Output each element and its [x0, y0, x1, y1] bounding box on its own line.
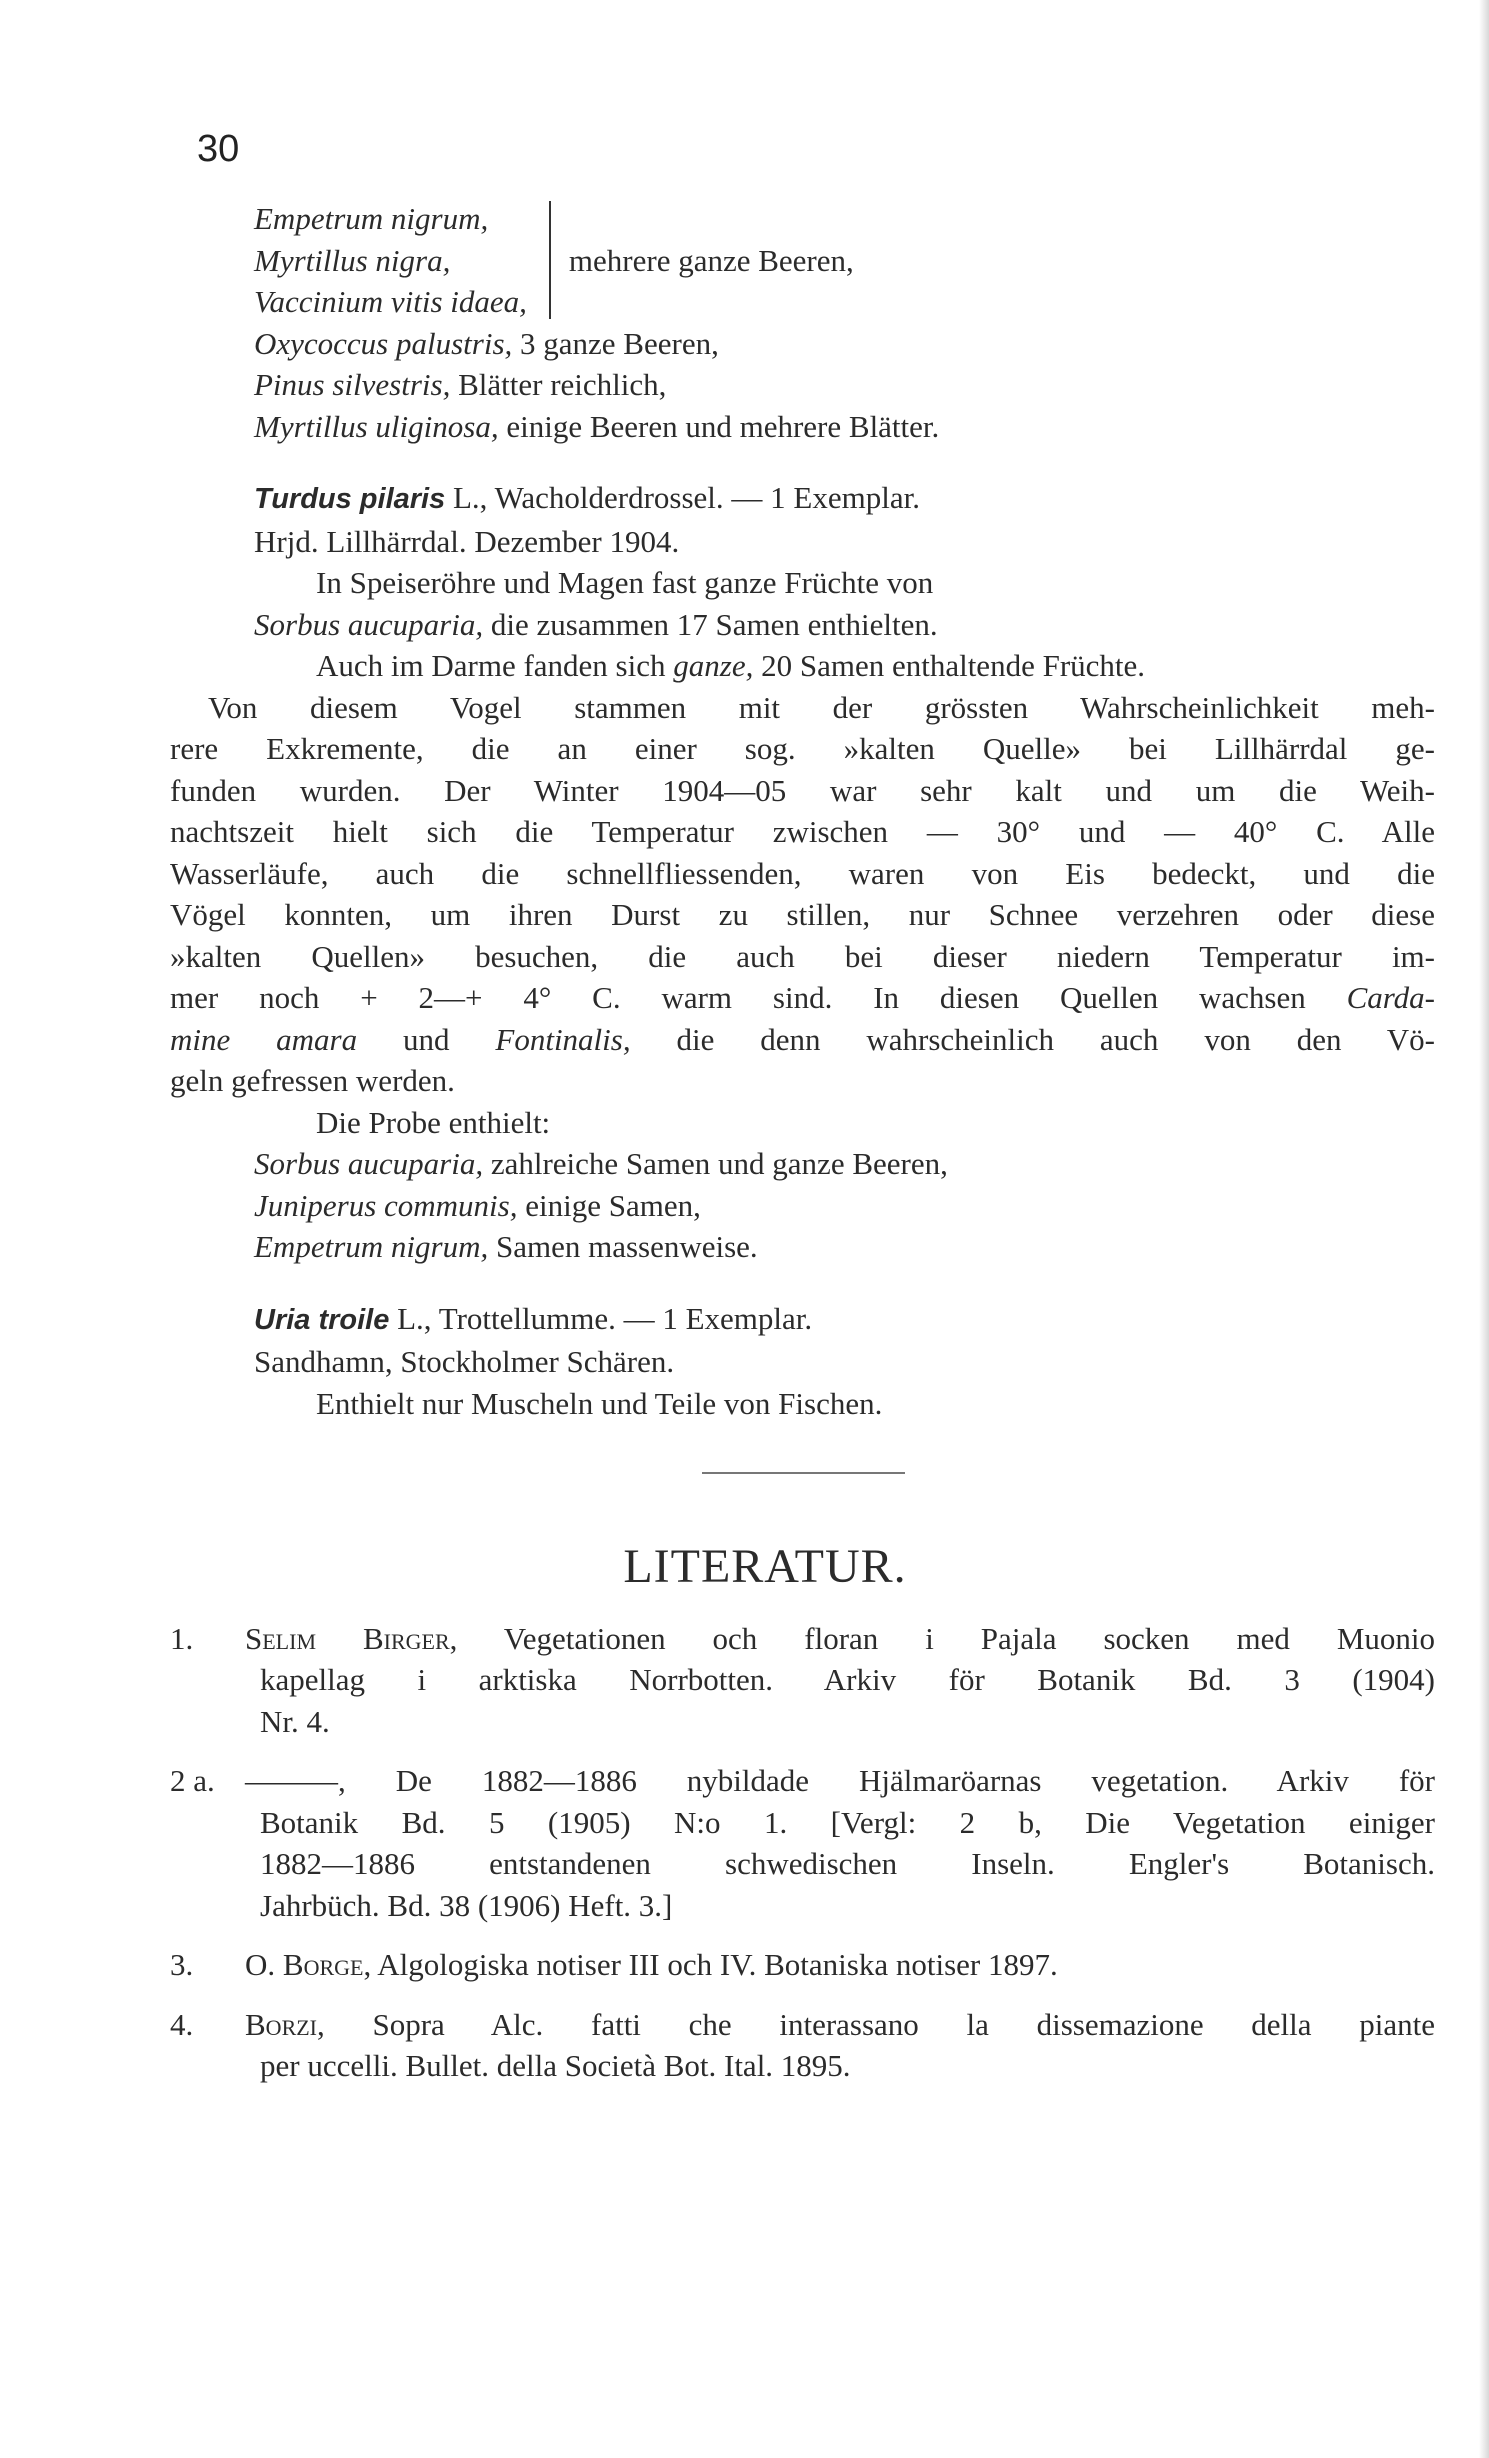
page-content: [170, 198, 1435, 2105]
bird-heading-turdus: [254, 477, 1435, 521]
species-note: Blätter reichlich,: [450, 367, 667, 402]
reference-text: Algologiska notiser III och IV. Botaniska notiser 1897.: [371, 1947, 1058, 1982]
paragraph-line: geln gefressen werden.: [170, 1063, 455, 1098]
species-line: [254, 1143, 1435, 1185]
bird-heading-rest: L., Wacholderdrossel. — 1 Exemplar.: [445, 480, 920, 515]
paragraph-line: In Speiseröhre und Magen fast ganze Früchte von: [316, 565, 934, 600]
bird-location: Sandhamn, Stockholmer Schären.: [254, 1344, 675, 1379]
species-name: Sorbus aucuparia,: [254, 606, 484, 642]
species-name: Oxycoccus palustris,: [254, 325, 513, 361]
paragraph-text: 20 Samen enthaltende Früchte.: [753, 648, 1146, 683]
species-note: 3 ganze Beeren,: [512, 325, 719, 361]
species-name: Myrtillus nigra,: [254, 242, 451, 278]
paragraph-line: [170, 1019, 1435, 1061]
paragraph-line: Wasserläufe, auch die schnellfliessenden, waren von Eis bedeckt, und die: [170, 855, 1435, 891]
paragraph-line: [170, 977, 1435, 1019]
species-name: Empetrum nigrum,: [254, 1229, 489, 1264]
reference-line: [245, 1760, 1435, 1802]
species-note: Samen massenweise.: [488, 1229, 758, 1264]
reference-number: 3.: [170, 1947, 194, 1982]
reference-line: 1882—1886 entstandenen schwedischen Inseln. Engler's Botanisch.: [260, 1846, 1435, 1881]
paragraph-text: Auch im Darme fanden sich: [316, 648, 674, 683]
species-note: zahlreiche Samen und ganze Beeren,: [483, 1146, 948, 1181]
emphasis-text: ganze,: [673, 648, 754, 683]
paragraph-line: funden wurden. Der Winter 1904—05 war sehr kalt und um die Weih-: [170, 772, 1435, 808]
reference-text: Sopra Alc. fatti che interassano la dissemazione della piante: [324, 2006, 1435, 2042]
species-name: mine amara: [170, 1021, 358, 1057]
reference-item: [170, 1618, 1435, 1743]
literatur-title: LITERATUR.: [623, 1540, 907, 1593]
section-divider: [702, 1472, 905, 1474]
reference-line: [245, 1618, 1435, 1660]
reference-line: [245, 1944, 1435, 1986]
reference-line: Botanik Bd. 5 (1905) N:o 1. [Vergl: 2 b, Die Vegetation einiger: [260, 1804, 1435, 1840]
species-name: Sorbus aucuparia,: [254, 1146, 484, 1181]
reference-body: [245, 2004, 1435, 2087]
reference-body: [245, 1760, 1435, 1926]
reference-item: [170, 2004, 1435, 2087]
paragraph-line: Von diesem Vogel stammen mit der grössten Wahrscheinlichkeit meh-: [208, 689, 1435, 725]
reference-number: 1.: [170, 1620, 194, 1656]
paragraph-text: die zusammen 17 Samen enthielten.: [483, 606, 938, 642]
bird-heading-uria: [254, 1298, 1435, 1342]
paragraph-text: die denn wahrscheinlich auch von den Vö-: [630, 1021, 1436, 1057]
species-name: Juniperus communis,: [254, 1187, 518, 1223]
bracket-note: mehrere ganze Beeren,: [568, 242, 854, 278]
paragraph-line: [254, 604, 1435, 646]
species-note: einige Samen,: [517, 1187, 701, 1223]
page-number: 30: [197, 128, 240, 170]
species-line: [254, 323, 1435, 365]
bird-name: Turdus pilaris: [254, 483, 446, 515]
species-line: [254, 1226, 1435, 1268]
bracket-species-group: [254, 198, 1435, 323]
probe-heading: Die Probe enthielt:: [316, 1104, 551, 1140]
paragraph-line: Vögel konnten, um ihren Durst zu stillen, nur Schnee verzehren oder diese: [170, 897, 1435, 932]
reference-line: Nr. 4.: [260, 1703, 330, 1739]
reference-line: Jahrbüch. Bd. 38 (1906) Heft. 3.]: [260, 1887, 673, 1923]
brace-line: [549, 201, 551, 319]
reference-item: [170, 1760, 1435, 1926]
reference-text: De 1882—1886 nybildade Hjälmaröarnas vegetation. Arkiv för: [345, 1763, 1435, 1798]
species-line: [254, 406, 1435, 448]
paragraph-line: Enthielt nur Muscheln und Teile von Fischen.: [316, 1385, 883, 1421]
species-name: Carda-: [1346, 980, 1435, 1015]
paragraph-text: und: [357, 1021, 496, 1057]
species-name: Empetrum nigrum,: [254, 201, 489, 236]
species-note: einige Beeren und mehrere Blätter.: [498, 408, 940, 444]
reference-line: kapellag i arktiska Norrbotten. Arkiv för Botanik Bd. 3 (1904): [260, 1662, 1435, 1697]
reference-number: 2 a.: [170, 1763, 215, 1798]
paragraph-line: [316, 645, 1435, 687]
species-line: [254, 364, 1435, 406]
reference-item: [170, 1944, 1435, 1986]
bracket-species-names: [254, 198, 527, 323]
reference-author: O. Borge,: [245, 1947, 372, 1982]
bird-location: Hrjd. Lillhärrdal. Dezember 1904.: [254, 523, 680, 559]
reference-author: Borzi,: [245, 2006, 325, 2042]
reference-text: Vegetationen och floran i Pajala socken med Muonio: [457, 1620, 1435, 1656]
reference-line: per uccelli. Bullet. della Società Bot. Ital. 1895.: [260, 2048, 851, 2083]
paragraph-line: »kalten Quellen» besuchen, die auch bei dieser niedern Temperatur im-: [170, 938, 1435, 974]
reference-body: [245, 1944, 1435, 1986]
paragraph-line: nachtszeit hielt sich die Temperatur zwischen — 30° und — 40° C. Alle: [170, 814, 1435, 849]
reference-line: [245, 2004, 1435, 2046]
species-line: [254, 1185, 1435, 1227]
species-name: Myrtillus uliginosa,: [254, 408, 499, 444]
reference-number: 4.: [170, 2006, 194, 2042]
species-name: Fontinalis,: [495, 1021, 631, 1057]
species-name: Pinus silvestris,: [254, 367, 451, 402]
reference-author: ———,: [245, 1763, 346, 1798]
paragraph-text: mer noch + 2—+ 4° C. warm sind. In diesen Quellen wachsen: [170, 980, 1347, 1015]
bird-name: Uria troile: [254, 1303, 390, 1336]
species-name: Vaccinium vitis idaea,: [254, 284, 527, 319]
paragraph-line: rere Exkremente, die an einer sog. »kalten Quelle» bei Lillhärrdal ge-: [170, 731, 1435, 766]
bird-heading-rest: L., Trottellumme. — 1 Exemplar.: [389, 1300, 813, 1336]
reference-author: Selim Birger,: [245, 1620, 458, 1656]
page-edge-shadow: [1479, 0, 1489, 2458]
reference-body: [245, 1618, 1435, 1743]
